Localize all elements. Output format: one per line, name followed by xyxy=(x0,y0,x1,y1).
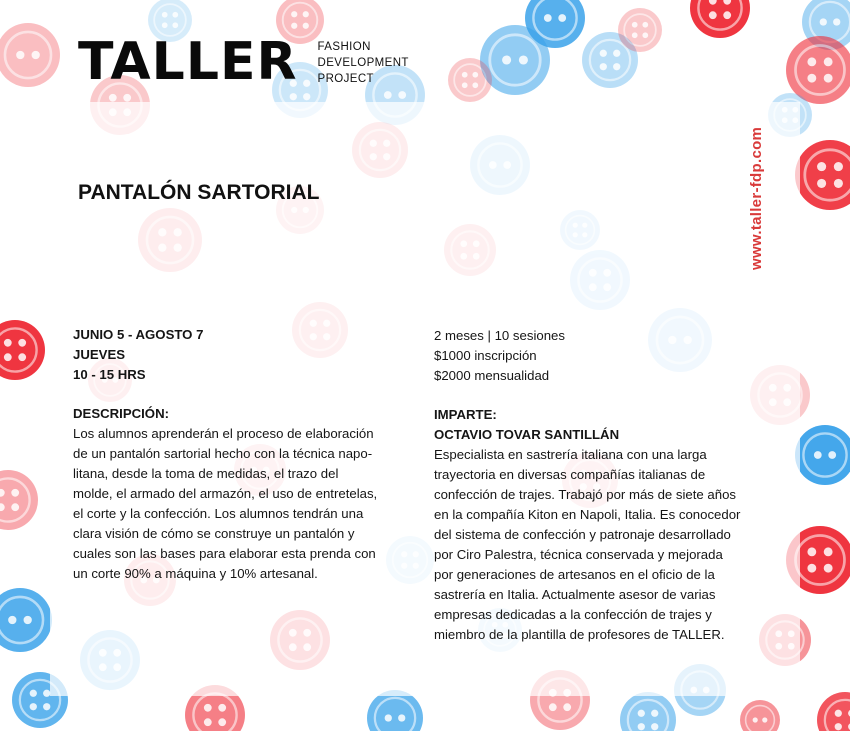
schedule-hours: 10 - 15 HRS xyxy=(73,367,146,382)
sewing-button-icon xyxy=(0,588,52,652)
bio-line: por generaciones de artesanos en el oficio de la xyxy=(434,567,715,582)
logo-subtitle-line: FASHION xyxy=(317,41,371,53)
description-line: molde, el armado del armazón, el uso de entretelas, xyxy=(73,486,378,501)
logo-subtitle-line: PROJECT xyxy=(317,73,374,85)
description-line: cuales son las bases para elaborar esta prenda con xyxy=(73,546,376,561)
monthly-price: $2000 mensualidad xyxy=(434,368,550,383)
description-text xyxy=(73,424,393,584)
inscription-price: $1000 inscripción xyxy=(434,348,537,363)
sewing-button-icon xyxy=(620,692,676,731)
sewing-button-icon xyxy=(0,470,38,530)
instructor-name: OCTAVIO TOVAR SANTILLÁN xyxy=(434,427,620,442)
schedule-dates: JUNIO 5 - AGOSTO 7 xyxy=(73,327,204,342)
description-line: de un pantalón sartorial hecho con la técnica napo- xyxy=(73,446,373,461)
course-duration: 2 meses | 10 sesiones xyxy=(434,328,565,343)
bio-line: del sistema de confección y patronaje desarrollado xyxy=(434,527,731,542)
right-column xyxy=(434,326,764,645)
description-line: un corte 90% a máquina y 10% artesanal. xyxy=(73,566,318,581)
sewing-button-icon xyxy=(0,23,60,87)
sewing-button-icon xyxy=(740,700,780,731)
sewing-button-icon xyxy=(795,425,850,485)
logo-subtitle xyxy=(318,39,409,87)
sewing-button-icon xyxy=(618,8,662,52)
sewing-button-icon xyxy=(367,690,423,731)
bio-line: empresas dedicadas a la confección de trajes y xyxy=(434,607,712,622)
description-heading: DESCRIPCIÓN: xyxy=(73,406,169,421)
course-title: PANTALÓN SARTORIAL xyxy=(78,181,320,204)
logo xyxy=(78,34,409,90)
bio-line: confección de trajes. Trabajó por más de siete años xyxy=(434,487,737,502)
sewing-button-icon xyxy=(448,58,492,102)
description-line: clara visión de cómo se construye un pantalón y xyxy=(73,526,355,541)
left-column xyxy=(73,325,393,584)
instructor-heading: IMPARTE: xyxy=(434,407,497,422)
logo-subtitle-line: DEVELOPMENT xyxy=(317,57,409,69)
bio-line: por Ciro Palestra, técnica conservada y mejorada xyxy=(434,547,723,562)
sewing-button-icon xyxy=(690,0,750,38)
sewing-button-icon xyxy=(0,320,45,380)
sewing-button-icon xyxy=(795,140,850,210)
bio-line: en la compañía Kiton en Napoli, Italia. Es conocedor xyxy=(434,507,741,522)
sewing-button-icon xyxy=(817,692,850,731)
instructor-bio xyxy=(434,445,764,645)
website-link[interactable]: www.taller-fdp.com xyxy=(748,126,765,270)
logo-wordmark: TALLER xyxy=(78,32,298,92)
bio-line: sastrería en Italia. Actualmente asesor de varias xyxy=(434,587,716,602)
bio-line: miembro de la plantilla de profesores de TALLER. xyxy=(434,627,725,642)
description-line: litana, desde la toma de medidas, el trazo del xyxy=(73,466,339,481)
schedule-day: JUEVES xyxy=(73,347,126,362)
bio-line: Especialista en sastrería italiana con una larga xyxy=(434,447,707,462)
description-line: Los alumnos aprenderán el proceso de elaboración xyxy=(73,426,374,441)
description-line: el corte y la confección. Los alumnos tendrán una xyxy=(73,506,364,521)
bio-line: trayectoria en diversas compañías italianas de xyxy=(434,467,706,482)
